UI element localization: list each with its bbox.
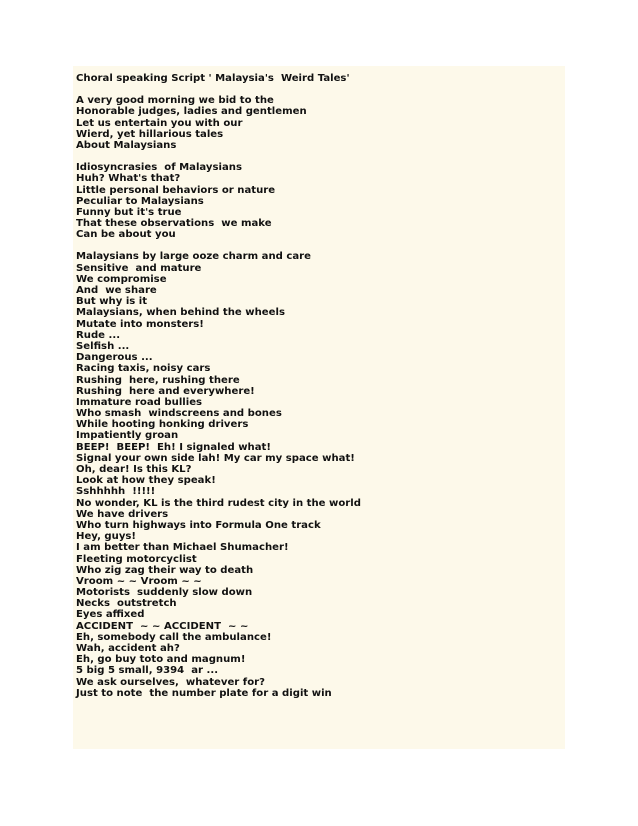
text-line: Sshhhhh !!!!! (76, 486, 156, 498)
text-line: Huh? What's that? (76, 173, 181, 185)
text-line: Dangerous ... (76, 352, 153, 364)
text-line: Let us entertain you with our (76, 117, 243, 129)
text-line: No wonder, KL is the third rudest city in the world (76, 497, 361, 509)
text-line: About Malaysians (76, 139, 177, 151)
text-line: Motorists suddenly slow down (76, 587, 253, 599)
text-line: That these observations we make (76, 218, 272, 230)
text-line: But why is it (76, 296, 148, 308)
text-line: A very good morning we bid to the (76, 95, 274, 107)
text-line: Who smash windscreens and bones (76, 408, 282, 420)
text-line: Hey, guys! (76, 531, 137, 543)
text-line: And we share (76, 285, 157, 296)
text-line: Who zig zag their way to death (76, 564, 254, 576)
text-line: Immature road bullies (76, 396, 203, 408)
stanza-3 (76, 251, 562, 699)
text-line: Rushing here, rushing there (76, 374, 240, 386)
text-line: Impatiently groan (76, 430, 179, 442)
text-line: We have drivers (76, 508, 169, 520)
text-line: Wierd, yet hillarious tales (76, 128, 224, 140)
text-line: While hooting honking drivers (76, 419, 249, 431)
text-line: Eh, somebody call the ambulance! (76, 631, 272, 643)
stanza-gap (76, 151, 562, 162)
text-line: Malaysians by large ooze charm and care (76, 251, 311, 263)
text-line: Who turn highways into Formula One track (76, 519, 321, 531)
text-line: Look at how they speak! (76, 475, 216, 487)
text-line: Idiosyncrasies of Malaysians (76, 162, 242, 174)
text-line: Oh, dear! Is this KL? (76, 464, 192, 475)
text-line: Malaysians, when behind the wheels (76, 307, 285, 319)
text-line: Little personal behaviors or nature (76, 184, 276, 196)
text-line: Selfish ... (76, 340, 130, 352)
text-line: Sensitive and mature (76, 262, 202, 274)
text-line: Eh, go buy toto and magnum! (76, 654, 246, 666)
text-line: Honorable judges, ladies and gentlemen (76, 106, 307, 118)
text-line: Can be about you (76, 229, 176, 241)
text-line: Signal your own side lah! My car my space what! (76, 452, 355, 464)
document-body (76, 73, 562, 699)
text-line: We compromise (76, 273, 167, 285)
text-line: Wah, accident ah? (76, 643, 180, 654)
text-line: I am better than Michael Shumacher! (76, 542, 289, 554)
text-line: BEEP! BEEP! Eh! I signaled what! (76, 441, 271, 453)
text-line: Fleeting motorcyclist (76, 553, 197, 565)
text-line: Mutate into monsters! (76, 318, 204, 330)
stanza-2 (76, 162, 562, 240)
text-line: ACCIDENT ~ ~ ACCIDENT ~ ~ (76, 620, 249, 632)
text-line: 5 big 5 small, 9394 ar ... (76, 665, 219, 677)
document-title: Choral speaking Script ' Malaysia's Weird Tales' (76, 73, 350, 84)
text-line: Funny but it's true (76, 206, 182, 218)
text-line: Necks outstretch (76, 598, 177, 610)
stanza-gap (76, 240, 562, 251)
text-line: Racing taxis, noisy cars (76, 363, 211, 375)
text-line: Vroom ~ ~ Vroom ~ ~ (76, 575, 202, 587)
text-line: Rude ... (76, 329, 121, 341)
stanza-1 (76, 95, 562, 151)
text-line: Rushing here and everywhere! (76, 385, 255, 397)
text-line: Just to note the number plate for a digit win (76, 687, 332, 699)
text-line: We ask ourselves, whatever for? (76, 676, 265, 688)
text-line: Peculiar to Malaysians (76, 195, 204, 207)
text-line: Eyes affixed (76, 609, 145, 621)
